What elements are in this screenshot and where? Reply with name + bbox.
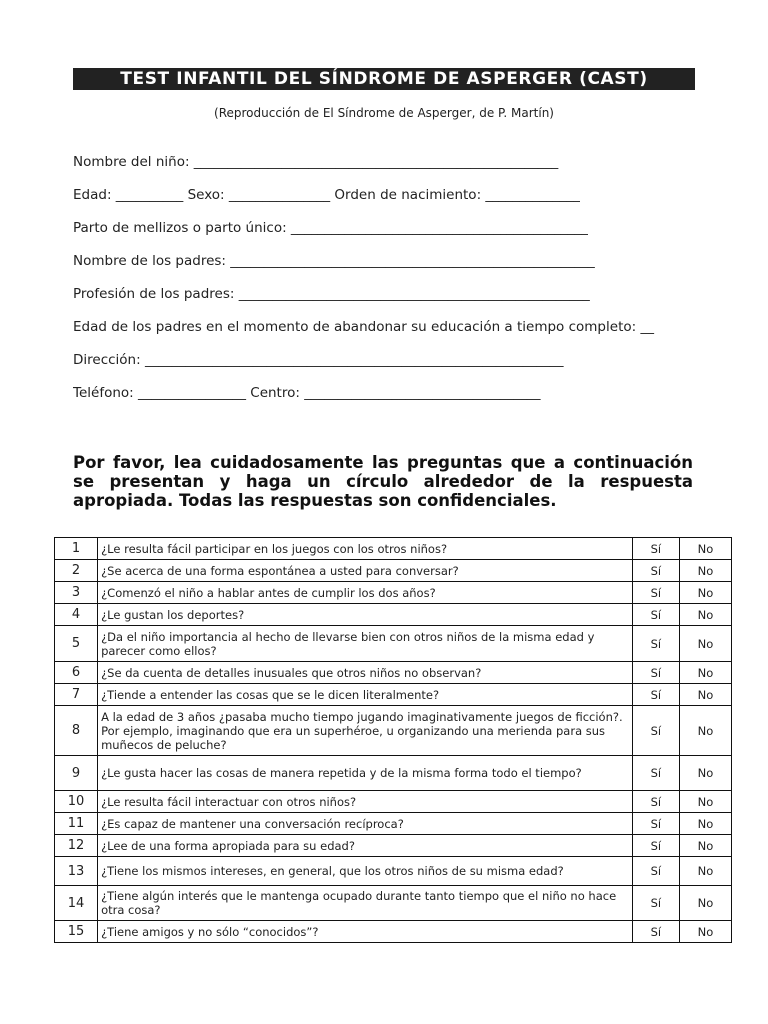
question-text: ¿Da el niño importancia al hecho de llevarse bien con otros niños de la misma edad y parecer como ellos? [98,626,633,662]
question-number: 14 [55,886,98,921]
answer-no-option[interactable]: No [679,582,731,604]
questions-table [54,537,732,943]
answer-no-option[interactable]: No [679,560,731,582]
answer-no-option[interactable]: No [679,886,731,921]
field-phone-center[interactable]: Teléfono: ________________ Centro: ___________________________________ [73,385,541,401]
question-number: 7 [55,684,98,706]
question-text: ¿Se acerca de una forma espontánea a usted para conversar? [98,560,633,582]
question-row [55,706,732,756]
question-number: 9 [55,756,98,791]
instructions-text: Por favor, lea cuidadosamente las preguntas que a continuación se presentan y haga un círculo alrededor de la respuesta apropiada. Todas las respuestas son confidenciales. [73,453,693,510]
question-row [55,791,732,813]
answer-yes-option[interactable]: Sí [632,835,679,857]
question-number: 13 [55,857,98,886]
question-number: 11 [55,813,98,835]
question-number: 1 [55,538,98,560]
answer-no-option[interactable]: No [679,684,731,706]
field-age-sex-birth-order[interactable]: Edad: __________ Sexo: _______________ Orden de nacimiento: ______________ [73,187,580,203]
question-number: 5 [55,626,98,662]
question-text: ¿Lee de una forma apropiada para su edad? [98,835,633,857]
answer-yes-option[interactable]: Sí [632,684,679,706]
question-row [55,921,732,943]
question-number: 4 [55,604,98,626]
answer-yes-option[interactable]: Sí [632,706,679,756]
question-row [55,835,732,857]
question-row [55,538,732,560]
question-text: ¿Le gustan los deportes? [98,604,633,626]
question-row [55,582,732,604]
question-number: 2 [55,560,98,582]
question-text: ¿Es capaz de mantener una conversación recíproca? [98,813,633,835]
question-number: 8 [55,706,98,756]
answer-yes-option[interactable]: Sí [632,662,679,684]
answer-no-option[interactable]: No [679,538,731,560]
question-row [55,813,732,835]
question-text: A la edad de 3 años ¿pasaba mucho tiempo jugando imaginativamente juegos de ficción?. Por ejemplo, imaginando que era un superhéroe, u organizando una merienda para sus muñecos de peluche? [98,706,633,756]
question-row [55,662,732,684]
question-text: ¿Tiene los mismos intereses, en general, que los otros niños de su misma edad? [98,857,633,886]
answer-no-option[interactable]: No [679,756,731,791]
answer-no-option[interactable]: No [679,857,731,886]
document-subtitle: (Reproducción de El Síndrome de Asperger, de P. Martín) [214,106,554,120]
question-row [55,560,732,582]
question-text: ¿Le resulta fácil participar en los juegos con los otros niños? [98,538,633,560]
question-text: ¿Comenzó el niño a hablar antes de cumplir los dos años? [98,582,633,604]
question-text: ¿Tiene algún interés que le mantenga ocupado durante tanto tiempo que el niño no hace otra cosa? [98,886,633,921]
field-parents-education-age[interactable]: Edad de los padres en el momento de abandonar su educación a tiempo completo: __ [73,319,654,335]
question-row [55,886,732,921]
field-address[interactable]: Dirección: ______________________________________________________________ [73,352,564,368]
question-row [55,756,732,791]
answer-yes-option[interactable]: Sí [632,604,679,626]
answer-yes-option[interactable]: Sí [632,560,679,582]
question-text: ¿Le gusta hacer las cosas de manera repetida y de la misma forma todo el tiempo? [98,756,633,791]
question-row [55,604,732,626]
question-row [55,857,732,886]
answer-yes-option[interactable]: Sí [632,886,679,921]
answer-yes-option[interactable]: Sí [632,538,679,560]
question-row [55,684,732,706]
question-number: 10 [55,791,98,813]
field-child-name[interactable]: Nombre del niño: ______________________________________________________ [73,154,559,170]
answer-yes-option[interactable]: Sí [632,813,679,835]
answer-no-option[interactable]: No [679,706,731,756]
answer-no-option[interactable]: No [679,626,731,662]
field-birth-type[interactable]: Parto de mellizos o parto único: ____________________________________________ [73,220,588,236]
question-number: 3 [55,582,98,604]
document-title: TEST INFANTIL DEL SÍNDROME DE ASPERGER (CAST) [73,68,695,90]
question-text: ¿Tiende a entender las cosas que se le dicen literalmente? [98,684,633,706]
answer-no-option[interactable]: No [679,813,731,835]
answer-no-option[interactable]: No [679,791,731,813]
answer-no-option[interactable]: No [679,835,731,857]
answer-yes-option[interactable]: Sí [632,857,679,886]
answer-no-option[interactable]: No [679,604,731,626]
answer-yes-option[interactable]: Sí [632,921,679,943]
answer-yes-option[interactable]: Sí [632,791,679,813]
answer-yes-option[interactable]: Sí [632,756,679,791]
question-text: ¿Le resulta fácil interactuar con otros niños? [98,791,633,813]
field-parents-profession[interactable]: Profesión de los padres: ____________________________________________________ [73,286,590,302]
question-row [55,626,732,662]
question-number: 6 [55,662,98,684]
question-text: ¿Tiene amigos y no sólo “conocidos”? [98,921,633,943]
field-parents-name[interactable]: Nombre de los padres: ______________________________________________________ [73,253,595,269]
answer-no-option[interactable]: No [679,662,731,684]
question-number: 12 [55,835,98,857]
question-text: ¿Se da cuenta de detalles inusuales que otros niños no observan? [98,662,633,684]
answer-yes-option[interactable]: Sí [632,582,679,604]
question-number: 15 [55,921,98,943]
answer-yes-option[interactable]: Sí [632,626,679,662]
answer-no-option[interactable]: No [679,921,731,943]
